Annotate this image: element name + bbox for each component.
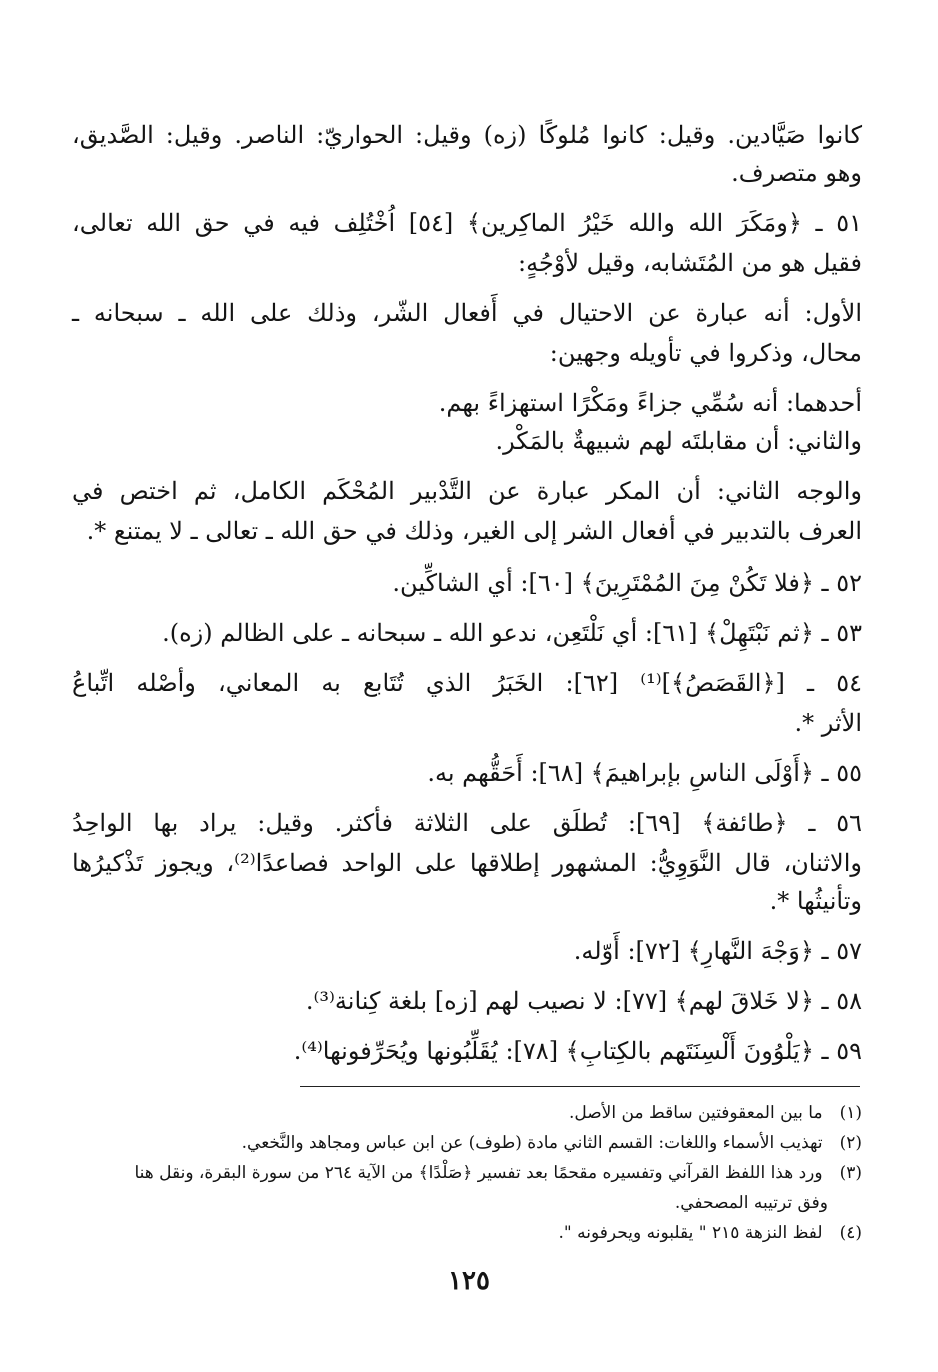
text-line: وهو متصرف. <box>731 159 862 187</box>
text-line: العرف بالتدبير في أفعال الشر إلى الغير، وذلك في حق الله ـ تعالى ـ لا يمتنع *. <box>86 517 862 545</box>
text-line: والاثنان، قال النَّوَوِيُّ: المشهور إطلاقها على الواحد فصاعدًا⁽²⁾، ويجوز تَذْكيرُها <box>72 849 862 877</box>
footnote-number: (٣) <box>839 1163 862 1183</box>
footnote <box>134 1160 862 1186</box>
entry-58-line: ٥٨ ـ ﴿لا خَلاقَ لهم﴾ [٧٧]: لا نصيب لهم [زه] بلغة كِنانة⁽³⁾. <box>305 987 862 1015</box>
text-line: الأول: أنه عبارة عن الاحتيال في أَفعال الشّر، وذلك على الله ـ سبحانه ـ <box>72 299 862 327</box>
text-line: أحدهما: أنه سُمِّي جزاءً ومَكْرًا استهزاءً بهم. <box>438 389 862 417</box>
footnote-text: ورد هذا اللفظ القرآني وتفسيره مقحمًا بعد تفسير ﴿صَلْدًا﴾ من الآية ٢٦٤ من سورة البقرة، ونقل هنا <box>134 1163 823 1183</box>
footnote-number: (٤) <box>839 1223 862 1243</box>
text-line: فقيل هو من المُتَشابه، وقيل لأوْجُهٍ: <box>517 249 862 277</box>
footnote <box>569 1100 862 1126</box>
entry-53-line: ٥٣ ـ ﴿ثم نَبْتَهِلْ﴾ [٦١]: أي نَلْتَعِن، ندعو الله ـ سبحانه ـ على الظالم (زه). <box>162 619 862 647</box>
entry-51-line: ٥١ ـ ﴿ومَكَرَ الله والله خَيْرُ الماكِرين﴾ [٥٤] اُخْتُلِف فيه في حق الله تعالى، <box>72 209 862 237</box>
footnote <box>242 1130 862 1156</box>
text-line: كانوا صَيَّادين. وقيل: كانوا مُلوكًا (زه) وقيل: الحواريّ: الناصر. وقيل: الصَّديق، <box>72 121 862 149</box>
footnote-divider <box>300 1086 860 1087</box>
text-line: والوجه الثاني: أن المكر عبارة عن التَّدْبير المُحْكَم الكامل، ثم اختص في <box>72 477 862 505</box>
text-line: وتأنيثُها *. <box>769 887 862 915</box>
entry-56-line: ٥٦ ـ ﴿طائفة﴾ [٦٩]: تُطلَق على الثلاثة فأكثر. وقيل: يراد بها الواحِدُ <box>72 809 863 837</box>
footnote-number: (١) <box>839 1103 862 1123</box>
entry-55-line: ٥٥ ـ ﴿أَوْلَى الناسِ بإبراهيمَ﴾ [٦٨]: أَحَقُّهم به. <box>427 759 862 787</box>
page-number: ١٢٥ <box>448 1266 490 1296</box>
entry-54-line: ٥٤ ـ [﴿القَصَصُ﴾]⁽¹⁾ [٦٢]: الخَبَرُ الذي تُتَابع به المعاني، وأصْله اتِّباعُ <box>72 669 862 697</box>
footnote-text: لفظ النزهة ٢١٥ " يقلبونه ويحرفونه ". <box>558 1223 823 1243</box>
text-line: الأثر *. <box>794 709 862 737</box>
footnote-text: تهذيب الأسماء واللغات: القسم الثاني مادة (طوف) عن ابن عباس ومجاهد والنَّخعي. <box>241 1133 823 1153</box>
footnote-number: (٢) <box>839 1133 862 1153</box>
entry-57-line: ٥٧ ـ ﴿وَجْهَ النَّهارِ﴾ [٧٢]: أَوّله. <box>573 937 862 965</box>
entry-52-line: ٥٢ ـ ﴿فلا تَكُنْ مِنَ المُمْتَرِينَ﴾ [٦٠]: أي الشاكِّين. <box>392 569 862 597</box>
footnote <box>559 1220 862 1246</box>
text-line: محال، وذكروا في تأويله وجهين: <box>549 339 862 367</box>
footnote-continuation <box>675 1190 828 1216</box>
footnote-text: ما بين المعقوفتين ساقط من الأصل. <box>568 1103 823 1123</box>
footnote-text: وفق ترتيبه المصحفي. <box>674 1193 828 1213</box>
entry-59-line: ٥٩ ـ ﴿يَلْوُونَ أَلْسِنَتَهم بالكِتابِ﴾ [٧٨]: يُقَلِّبُونها ويُحَرِّفونها⁽⁴⁾. <box>293 1037 862 1065</box>
text-line: والثاني: أن مقابلتَه لهم شبيهةٌ بالمَكْر. <box>495 427 862 455</box>
